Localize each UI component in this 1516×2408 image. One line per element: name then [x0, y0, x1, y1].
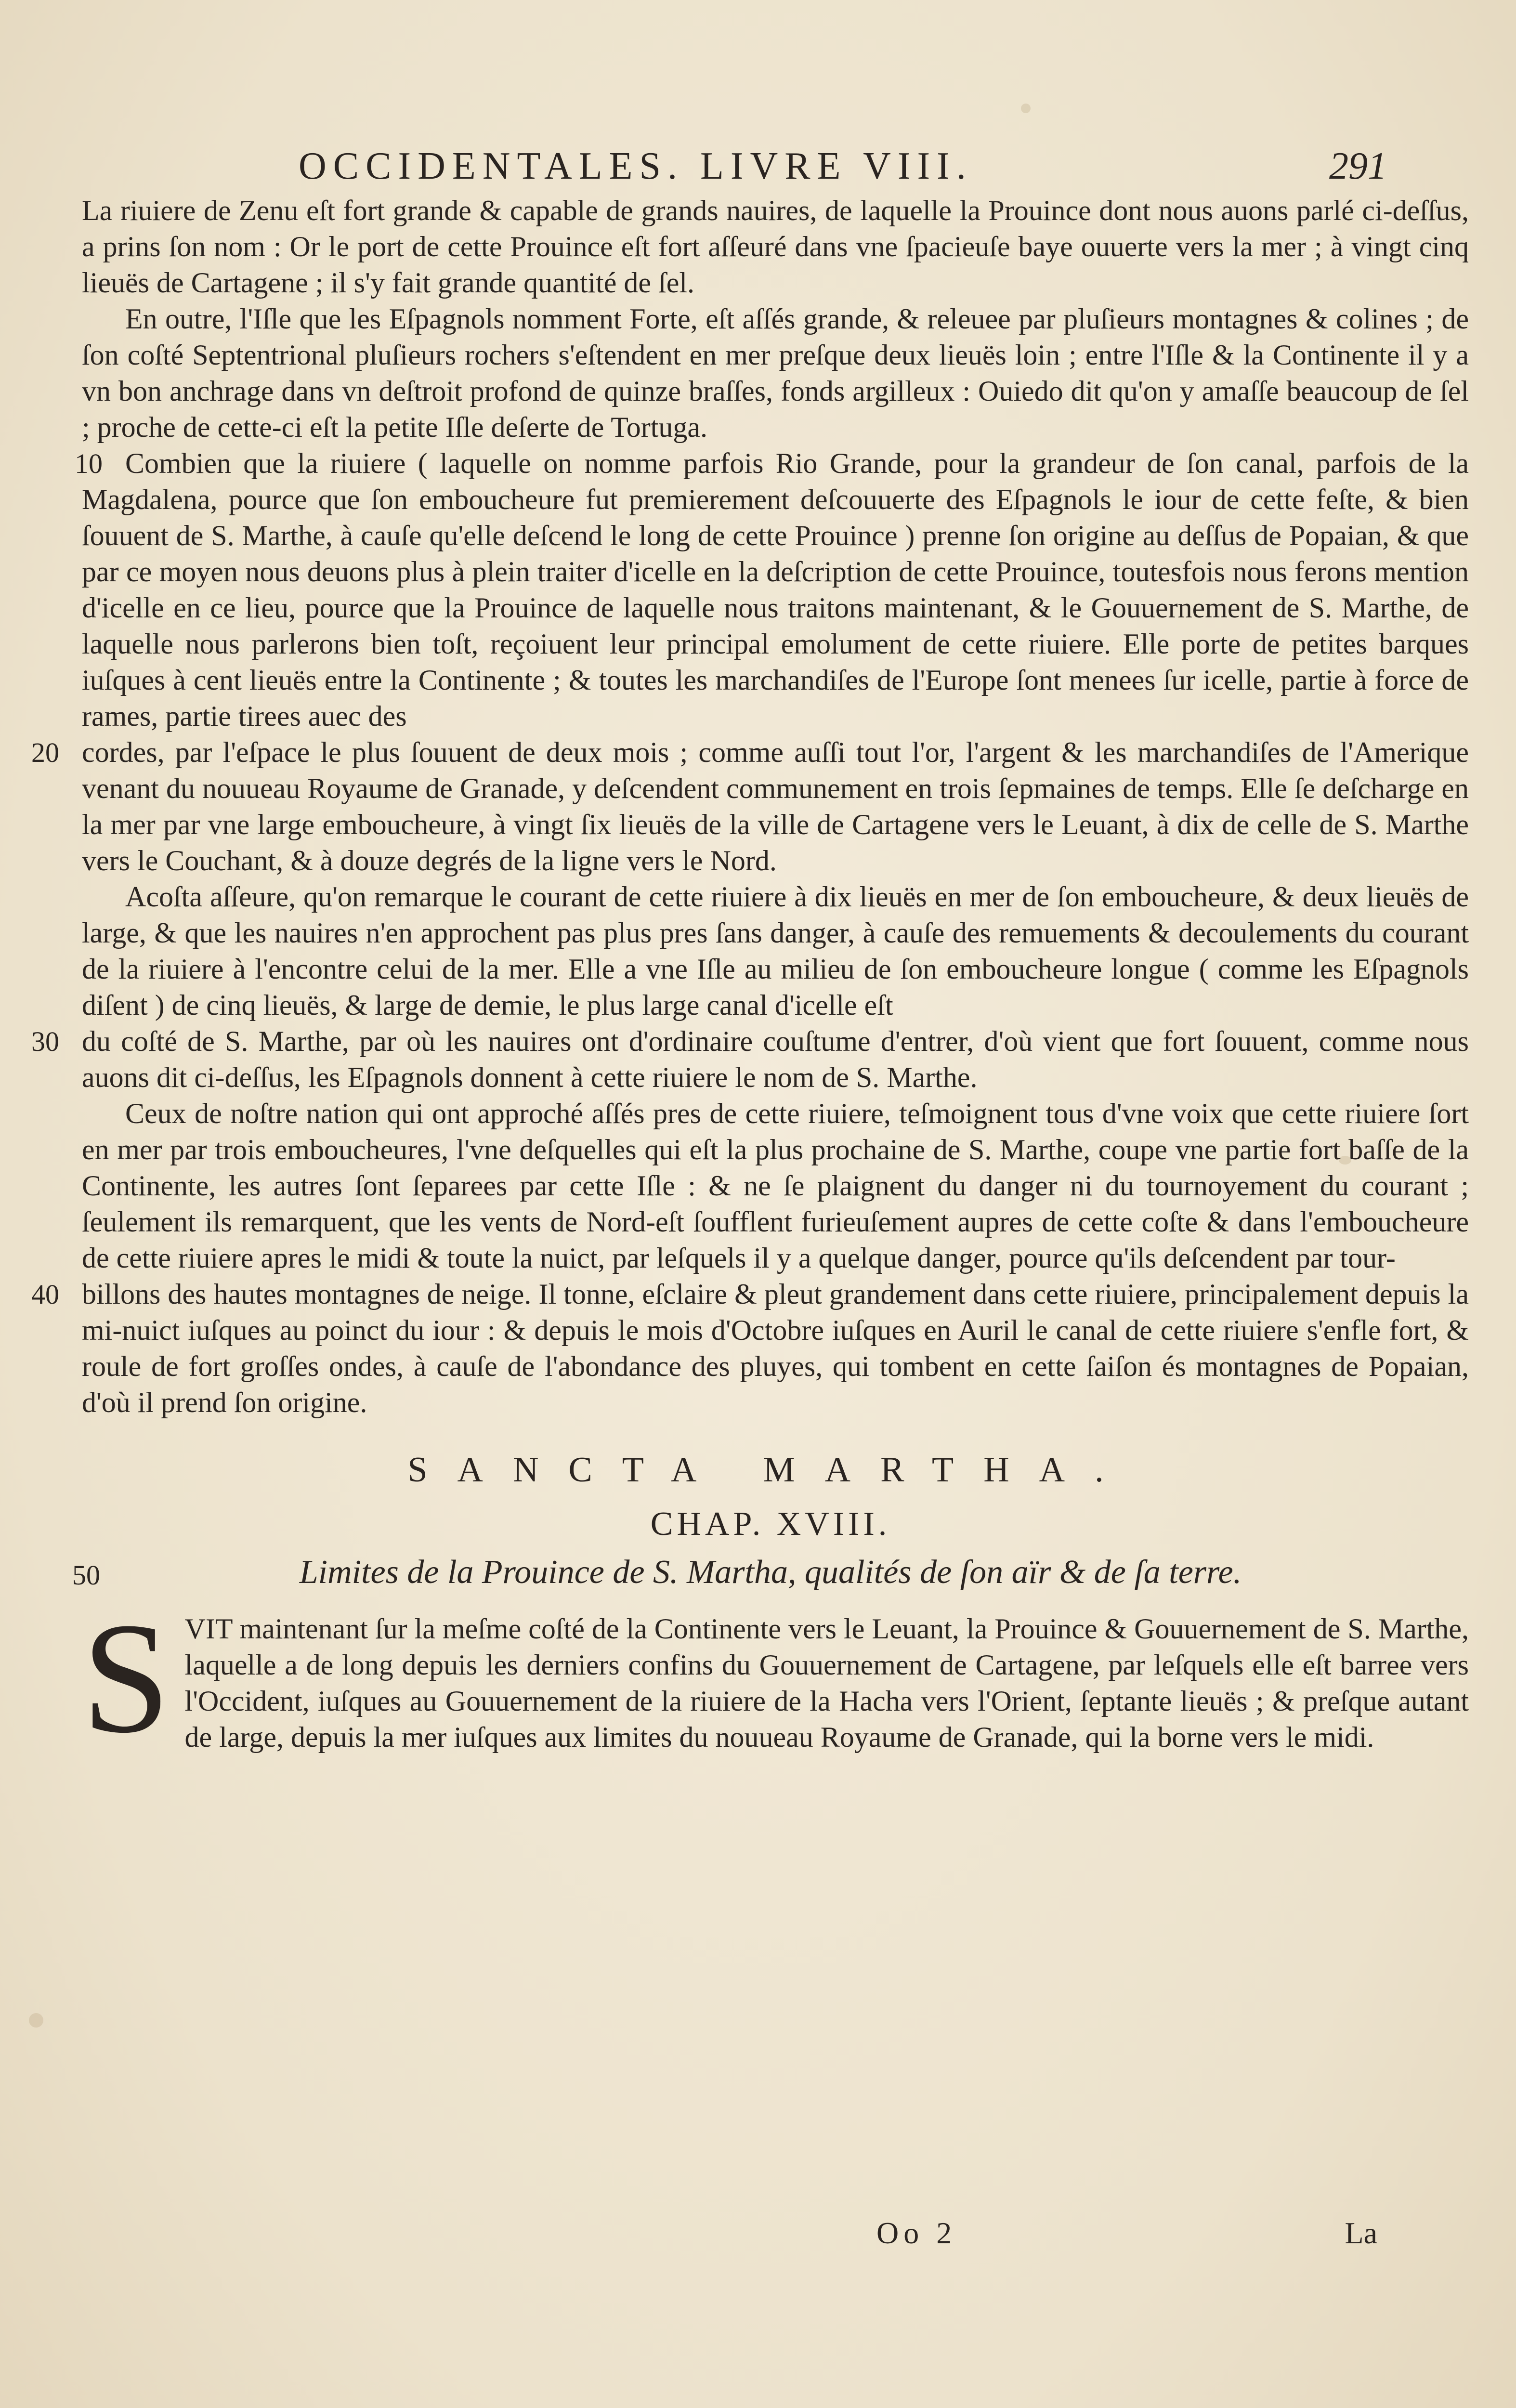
- running-title: OCCIDENTALES. LIVRE VIII.: [299, 145, 973, 187]
- paragraph-text: billons des hautes montagnes de neige. Il tonne, eſclaire & pleut grandement dans cette riuiere, principalement depuis la mi-nuict iuſques au poinct du iour : & depuis le mois d'Octobre iuſques en Auril le canal de cette riuiere s'enfle fort, & roule de fort groſſes ondes, à cauſe de l'abondance des pluyes, qui tombent en cette ſaiſon és montagnes de Popaian, d'où il prend ſon origine.: [82, 1278, 1469, 1418]
- chapter-opening-paragraph: [82, 1590, 1469, 1766]
- paragraph-text: Ceux de noſtre nation qui ont approché aſſés pres de cette riuiere, teſmoignent tous d'vne voix que cette riuiere ſort en mer par trois emboucheures, l'vne deſquelles qui eſt la plus prochaine de S. Marthe, coupe vne partie fort baſſe de la Continente, les autres ſont ſeparees par cette Iſle : & ne ſe plaignent du danger ni du tournoyement du courant ; ſeulement ils remarquent, que les vents de Nord-eſt ſoufflent furieuſement aupres de cette coſte & dans l'emboucheure de cette riuiere apres le midi & toute la nuict, par leſquels il y a quelque danger, pource qu'ils deſcendent par tour-: [82, 1098, 1469, 1274]
- paragraph: [75, 445, 1469, 734]
- paragraph-text: Acoſta aſſeure, qu'on remarque le courant de cette riuiere à dix lieuës en mer de ſon emboucheure, & deux lieuës de large, & que les nauires n'en approchent pas plus pres ſans danger, à cauſe des remuements & decoulements du courant de la riuiere à l'encontre celui de la mer. Elle a vne Iſle au milieu de ſon emboucheure longue ( comme les Eſpagnols diſent ) de cinq lieuës, & large de demie, le plus large canal d'icelle eſt: [82, 881, 1469, 1021]
- chapter-summary-text: Limites de la Prouince de S. Martha, qualités de ſon aïr & de ſa terre.: [299, 1554, 1242, 1591]
- paragraph-text: VIT maintenant ſur la meſme coſté de la Continente vers le Leuant, la Prouince & Gouuernement de S. Marthe, laquelle a de long depuis les derniers confins du Gouuernement de Cartagene, par leſquels elle eſt barree vers l'Occident, iuſques au Gouuernement de la riuiere de la Hacha vers l'Orient, ſeptante lieuës ; & preſque autant de large, depuis la mer iuſques aux limites du nouueau Royaume de Granade, qui la borne vers le midi.: [184, 1613, 1469, 1753]
- paragraph-text: En outre, l'Iſle que les Eſpagnols nomment Forte, eſt aſſés grande, & releuee par pluſieurs montagnes & colines ; de ſon coſté Septentrional pluſieurs rochers s'eſtendent en mer preſque deux lieuës loin ; entre l'Iſle & la Continente il y a vn bon anchrage dans vn deſtroit profond de quinze braſſes, fonds argilleux : Ouiedo dit qu'on y amaſſe beaucoup de ſel ; proche de cette-ci eſt la petite Iſle deſerte de Tortuga.: [82, 303, 1469, 443]
- drop-cap: S: [82, 1590, 170, 1766]
- paragraph-text: Combien que la riuiere ( laquelle on nomme parfois Rio Grande, pour la grandeur de ſon canal, parfois de la Magdalena, pource que ſon emboucheure fut premierement deſcouuerte des Eſpagnols le iour de cette feſte, & bien ſouuent de S. Marthe, à cauſe qu'elle deſcend le long de cette Prouince ) prenne ſon origine au deſſus de Popaian, & que par ce moyen nous deuons plus à plein traiter d'icelle en la deſcription de cette Prouince, toutesfois nous ferons mention d'icelle en ce lieu, pource que la Prouince de laquelle nous traitons maintenant, & le Gouuernement de S. Marthe, de laquelle nous parlerons bien toſt, reçoiuent leur principal emolument de cette riuiere. Elle porte de petites barques iuſques à cent lieuës entre la Continente ; & toutes les marchandiſes de l'Europe ſont menees ſur icelle, partie à force de rames, partie tirees auec des: [82, 447, 1469, 732]
- chapter-summary: [72, 1553, 1469, 1592]
- line-number: 40: [31, 1279, 59, 1310]
- paragraph-text: du coſté de S. Marthe, par où les nauires ont d'ordinaire couſtume d'entrer, d'où vient que fort ſouuent, comme nous auons dit ci-deſſus, les Eſpagnols donnent à cette riuiere le nom de S. Marthe.: [82, 1025, 1469, 1093]
- signature-mark: Oo 2: [876, 2216, 957, 2250]
- paragraph-text: cordes, par l'eſpace le plus ſouuent de deux mois ; comme auſſi tout l'or, l'argent & les marchandiſes de l'Amerique venant du nouueau Royaume de Granade, y deſcendent communement en trois ſepmaines de temps. Elle ſe deſcharge en la mer par vne large emboucheure, à vingt ſix lieuës de la ville de Cartagene vers le Leuant, à dix de celle de S. Marthe vers le Couchant, & à douze degrés de la ligne vers le Nord.: [82, 736, 1469, 877]
- paragraph: [82, 193, 1469, 301]
- page-footer: [876, 2215, 1377, 2254]
- line-number: 20: [31, 737, 59, 768]
- paper-stain: [29, 2013, 43, 2028]
- page-number: 291: [1329, 145, 1387, 187]
- line-number: 30: [31, 1026, 59, 1057]
- paragraph: [31, 734, 1469, 879]
- line-number: 10: [75, 448, 103, 479]
- page-header: [299, 144, 1387, 197]
- paragraph: [82, 1096, 1469, 1276]
- main-text: [31, 193, 1469, 1766]
- paragraph: [31, 1023, 1469, 1096]
- line-number: 50: [72, 1559, 100, 1591]
- paragraph-text: La riuiere de Zenu eſt fort grande & capable de grands nauires, de laquelle la Prouince dont nous auons parlé ci-deſſus, a prins ſon nom : Or le port de cette Prouince eſt fort aſſeuré dans vne ſpacieuſe baye ouuerte vers la mer ; à vingt cinq lieuës de Cartagene ; il s'y fait grande quantité de ſel.: [82, 195, 1469, 299]
- paragraph: [82, 879, 1469, 1023]
- catchword: La: [1345, 2216, 1377, 2250]
- paragraph: [82, 301, 1469, 445]
- paragraph: [31, 1276, 1469, 1421]
- section-title: SANCTA MARTHA.: [407, 1450, 1134, 1490]
- paper-stain: [1021, 104, 1031, 113]
- chapter-heading: CHAP. XVIII.: [650, 1505, 891, 1543]
